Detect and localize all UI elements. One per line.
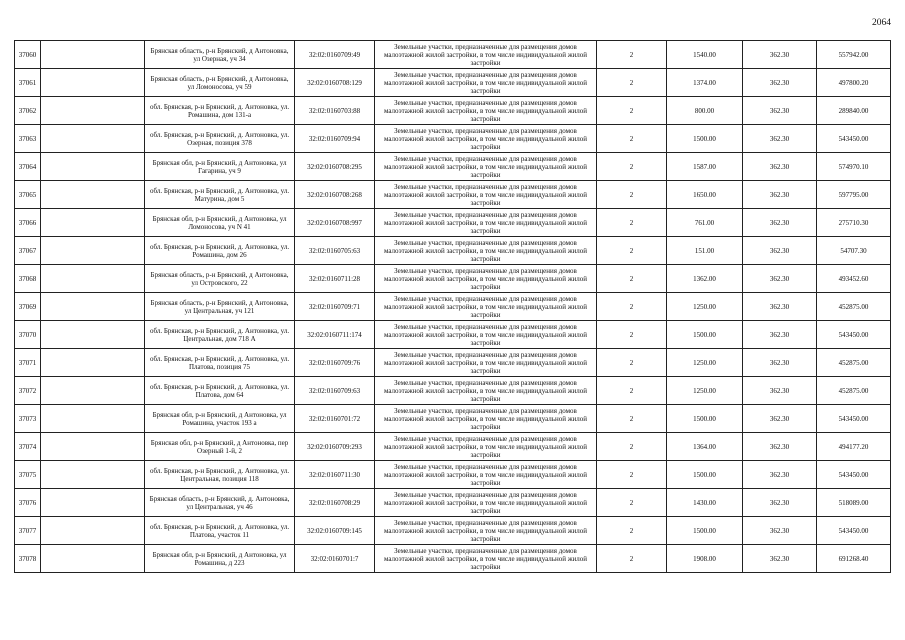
area-cell: 1500.00	[667, 125, 743, 153]
row-number: 37078	[15, 545, 41, 573]
cadastral-value-cell: 289840.00	[817, 97, 891, 125]
cadastral-value-cell: 543450.00	[817, 321, 891, 349]
row-number: 37069	[15, 293, 41, 321]
address-cell: Брянская обл, р-н Брянский, д Антоновка, ул Ромашина, участок 193 а	[145, 405, 295, 433]
category-code-cell: 2	[597, 293, 667, 321]
cadastral-number-cell: 32:02:0160709:293	[295, 433, 375, 461]
rate-cell: 362.30	[743, 545, 817, 573]
address-cell: обл. Брянская, р-н Брянский, д. Антоновка, ул. Платова, дом 64	[145, 377, 295, 405]
rate-cell: 362.30	[743, 209, 817, 237]
blank-cell	[41, 153, 145, 181]
area-cell: 1500.00	[667, 321, 743, 349]
area-cell: 1250.00	[667, 293, 743, 321]
land-use-cell: Земельные участки, предназначенные для размещения домов малоэтажной жилой застройки, в том числе индивидуальной жилой застройки	[375, 517, 597, 545]
category-code-cell: 2	[597, 461, 667, 489]
area-cell: 800.00	[667, 97, 743, 125]
cadastral-number-cell: 32:02:0160709:63	[295, 377, 375, 405]
rate-cell: 362.30	[743, 237, 817, 265]
area-cell: 1908.00	[667, 545, 743, 573]
blank-cell	[41, 377, 145, 405]
row-number: 37077	[15, 517, 41, 545]
table-row	[15, 69, 891, 97]
blank-cell	[41, 405, 145, 433]
cadastral-value-cell: 597795.00	[817, 181, 891, 209]
area-cell: 1362.00	[667, 265, 743, 293]
area-cell: 1500.00	[667, 517, 743, 545]
category-code-cell: 2	[597, 41, 667, 69]
rate-cell: 362.30	[743, 265, 817, 293]
address-cell: Брянская обл, р-н Брянский, д Антоновка, ул Ломоносова, уч N 41	[145, 209, 295, 237]
address-cell: Брянская обл, р-н Брянский, д Антоновка, ул Гагарина, уч 9	[145, 153, 295, 181]
land-use-cell: Земельные участки, предназначенные для размещения домов малоэтажной жилой застройки, в том числе индивидуальной жилой застройки	[375, 265, 597, 293]
table-row	[15, 377, 891, 405]
area-cell: 761.00	[667, 209, 743, 237]
address-cell: Брянская область, р-н Брянский, д Антоновка, ул Озерная, уч 34	[145, 41, 295, 69]
land-use-cell: Земельные участки, предназначенные для размещения домов малоэтажной жилой застройки, в том числе индивидуальной жилой застройки	[375, 545, 597, 573]
category-code-cell: 2	[597, 69, 667, 97]
cadastral-number-cell: 32:02:0160703:88	[295, 97, 375, 125]
cadastral-number-cell: 32:02:0160711:174	[295, 321, 375, 349]
blank-cell	[41, 69, 145, 97]
blank-cell	[41, 181, 145, 209]
rate-cell: 362.30	[743, 405, 817, 433]
land-use-cell: Земельные участки, предназначенные для размещения домов малоэтажной жилой застройки, в том числе индивидуальной жилой застройки	[375, 377, 597, 405]
table-row	[15, 293, 891, 321]
land-use-cell: Земельные участки, предназначенные для размещения домов малоэтажной жилой застройки, в том числе индивидуальной жилой застройки	[375, 237, 597, 265]
page-number: 2064	[872, 18, 891, 28]
table-row	[15, 181, 891, 209]
land-use-cell: Земельные участки, предназначенные для размещения домов малоэтажной жилой застройки, в том числе индивидуальной жилой застройки	[375, 321, 597, 349]
row-number: 37065	[15, 181, 41, 209]
cadastral-value-cell: 275710.30	[817, 209, 891, 237]
table-row	[15, 209, 891, 237]
cadastral-value-cell: 518089.00	[817, 489, 891, 517]
cadastral-number-cell: 32:02:0160701:7	[295, 545, 375, 573]
row-number: 37060	[15, 41, 41, 69]
rate-cell: 362.30	[743, 41, 817, 69]
land-use-cell: Земельные участки, предназначенные для размещения домов малоэтажной жилой застройки, в том числе индивидуальной жилой застройки	[375, 209, 597, 237]
address-cell: обл. Брянская, р-н Брянский, д. Антоновка, ул. Центральная, позиция 118	[145, 461, 295, 489]
table-row	[15, 153, 891, 181]
blank-cell	[41, 293, 145, 321]
table-row	[15, 489, 891, 517]
row-number: 37076	[15, 489, 41, 517]
blank-cell	[41, 433, 145, 461]
table-row	[15, 125, 891, 153]
address-cell: обл. Брянская, р-н Брянский, д. Антоновка, ул. Платова, позиция 75	[145, 349, 295, 377]
address-cell: обл. Брянская, р-н Брянский, д. Антоновка, ул. Ромашина, дом 26	[145, 237, 295, 265]
area-cell: 1500.00	[667, 405, 743, 433]
table-row	[15, 405, 891, 433]
address-cell: Брянская обл, р-н Брянский, д Антоновка, ул Ромашина, д 223	[145, 545, 295, 573]
cadastral-value-cell: 452875.00	[817, 377, 891, 405]
blank-cell	[41, 517, 145, 545]
cadastral-number-cell: 32:02:0160708:129	[295, 69, 375, 97]
cadastral-value-cell: 574970.10	[817, 153, 891, 181]
cadastral-number-cell: 32:02:0160708:268	[295, 181, 375, 209]
address-cell: Брянская область, р-н Брянский, д Антоновка, ул Островского, 22	[145, 265, 295, 293]
cadastral-number-cell: 32:02:0160705:63	[295, 237, 375, 265]
rate-cell: 362.30	[743, 69, 817, 97]
cadastral-value-cell: 543450.00	[817, 125, 891, 153]
land-use-cell: Земельные участки, предназначенные для размещения домов малоэтажной жилой застройки, в том числе индивидуальной жилой застройки	[375, 433, 597, 461]
cadastral-value-cell: 543450.00	[817, 461, 891, 489]
blank-cell	[41, 321, 145, 349]
table-body	[15, 41, 891, 573]
rate-cell: 362.30	[743, 321, 817, 349]
table-row	[15, 517, 891, 545]
rate-cell: 362.30	[743, 349, 817, 377]
row-number: 37061	[15, 69, 41, 97]
address-cell: обл. Брянская, р-н Брянский, д. Антоновка, ул. Ромашина, дом 131-а	[145, 97, 295, 125]
area-cell: 151.00	[667, 237, 743, 265]
rate-cell: 362.30	[743, 517, 817, 545]
row-number: 37070	[15, 321, 41, 349]
land-use-cell: Земельные участки, предназначенные для размещения домов малоэтажной жилой застройки, в том числе индивидуальной жилой застройки	[375, 405, 597, 433]
cadastral-value-cell: 557942.00	[817, 41, 891, 69]
table-row	[15, 349, 891, 377]
table-row	[15, 265, 891, 293]
category-code-cell: 2	[597, 517, 667, 545]
category-code-cell: 2	[597, 489, 667, 517]
blank-cell	[41, 41, 145, 69]
rate-cell: 362.30	[743, 181, 817, 209]
category-code-cell: 2	[597, 545, 667, 573]
address-cell: Брянская обл, р-н Брянский, д Антоновка, пер Озерный 1-й, 2	[145, 433, 295, 461]
blank-cell	[41, 237, 145, 265]
land-use-cell: Земельные участки, предназначенные для размещения домов малоэтажной жилой застройки, в том числе индивидуальной жилой застройки	[375, 293, 597, 321]
category-code-cell: 2	[597, 153, 667, 181]
rate-cell: 362.30	[743, 97, 817, 125]
land-use-cell: Земельные участки, предназначенные для размещения домов малоэтажной жилой застройки, в том числе индивидуальной жилой застройки	[375, 349, 597, 377]
area-cell: 1430.00	[667, 489, 743, 517]
area-cell: 1250.00	[667, 377, 743, 405]
area-cell: 1650.00	[667, 181, 743, 209]
row-number: 37066	[15, 209, 41, 237]
area-cell: 1250.00	[667, 349, 743, 377]
rate-cell: 362.30	[743, 153, 817, 181]
cadastral-value-cell: 54707.30	[817, 237, 891, 265]
address-cell: Брянская область, р-н Брянский, д Антоновка, ул Центральная, уч 121	[145, 293, 295, 321]
blank-cell	[41, 545, 145, 573]
cadastral-number-cell: 32:02:0160701:72	[295, 405, 375, 433]
cadastral-number-cell: 32:02:0160708:997	[295, 209, 375, 237]
blank-cell	[41, 489, 145, 517]
table-row	[15, 545, 891, 573]
category-code-cell: 2	[597, 405, 667, 433]
row-number: 37075	[15, 461, 41, 489]
address-cell: обл. Брянская, р-н Брянский, д. Антоновка, ул. Центральная, дом 718 А	[145, 321, 295, 349]
land-use-cell: Земельные участки, предназначенные для размещения домов малоэтажной жилой застройки, в том числе индивидуальной жилой застройки	[375, 41, 597, 69]
category-code-cell: 2	[597, 125, 667, 153]
land-use-cell: Земельные участки, предназначенные для размещения домов малоэтажной жилой застройки, в том числе индивидуальной жилой застройки	[375, 461, 597, 489]
blank-cell	[41, 97, 145, 125]
cadastral-number-cell: 32:02:0160709:76	[295, 349, 375, 377]
cadastral-value-cell: 452875.00	[817, 293, 891, 321]
area-cell: 1540.00	[667, 41, 743, 69]
area-cell: 1587.00	[667, 153, 743, 181]
address-cell: обл. Брянская, р-н Брянский, д. Антоновка, ул. Матурина, дом 5	[145, 181, 295, 209]
category-code-cell: 2	[597, 97, 667, 125]
table-row	[15, 97, 891, 125]
category-code-cell: 2	[597, 237, 667, 265]
cadastral-number-cell: 32:02:0160709:49	[295, 41, 375, 69]
area-cell: 1364.00	[667, 433, 743, 461]
category-code-cell: 2	[597, 209, 667, 237]
land-use-cell: Земельные участки, предназначенные для размещения домов малоэтажной жилой застройки, в том числе индивидуальной жилой застройки	[375, 153, 597, 181]
cadastral-number-cell: 32:02:0160709:94	[295, 125, 375, 153]
row-number: 37071	[15, 349, 41, 377]
cadastral-value-cell: 494177.20	[817, 433, 891, 461]
rate-cell: 362.30	[743, 489, 817, 517]
land-use-cell: Земельные участки, предназначенные для размещения домов малоэтажной жилой застройки, в том числе индивидуальной жилой застройки	[375, 125, 597, 153]
land-use-cell: Земельные участки, предназначенные для размещения домов малоэтажной жилой застройки, в том числе индивидуальной жилой застройки	[375, 181, 597, 209]
cadastral-value-cell: 691268.40	[817, 545, 891, 573]
land-use-cell: Земельные участки, предназначенные для размещения домов малоэтажной жилой застройки, в том числе индивидуальной жилой застройки	[375, 489, 597, 517]
cadastral-value-cell: 543450.00	[817, 517, 891, 545]
table-row	[15, 41, 891, 69]
blank-cell	[41, 461, 145, 489]
rate-cell: 362.30	[743, 377, 817, 405]
cadastral-number-cell: 32:02:0160709:145	[295, 517, 375, 545]
cadastral-value-cell: 452875.00	[817, 349, 891, 377]
cadastral-value-cell: 493452.60	[817, 265, 891, 293]
address-cell: Брянская область, р-н Брянский, д. Антоновка, ул Центральная, уч 46	[145, 489, 295, 517]
address-cell: Брянская область, р-н Брянский, д Антоновка, ул Ломоносова, уч 59	[145, 69, 295, 97]
row-number: 37064	[15, 153, 41, 181]
blank-cell	[41, 349, 145, 377]
category-code-cell: 2	[597, 321, 667, 349]
category-code-cell: 2	[597, 265, 667, 293]
cadastral-number-cell: 32:02:0160708:29	[295, 489, 375, 517]
table-row	[15, 461, 891, 489]
row-number: 37063	[15, 125, 41, 153]
row-number: 37074	[15, 433, 41, 461]
area-cell: 1374.00	[667, 69, 743, 97]
blank-cell	[41, 125, 145, 153]
table-row	[15, 321, 891, 349]
cadastral-value-table	[14, 40, 891, 573]
category-code-cell: 2	[597, 377, 667, 405]
cadastral-value-cell: 543450.00	[817, 405, 891, 433]
row-number: 37073	[15, 405, 41, 433]
cadastral-number-cell: 32:02:0160711:28	[295, 265, 375, 293]
rate-cell: 362.30	[743, 125, 817, 153]
address-cell: обл. Брянская, р-н Брянский, д. Антоновка, ул. Платова, участок 11	[145, 517, 295, 545]
table-row	[15, 433, 891, 461]
row-number: 37072	[15, 377, 41, 405]
cadastral-number-cell: 32:02:0160711:30	[295, 461, 375, 489]
area-cell: 1500.00	[667, 461, 743, 489]
cadastral-value-cell: 497800.20	[817, 69, 891, 97]
category-code-cell: 2	[597, 181, 667, 209]
row-number: 37068	[15, 265, 41, 293]
table-row	[15, 237, 891, 265]
land-use-cell: Земельные участки, предназначенные для размещения домов малоэтажной жилой застройки, в том числе индивидуальной жилой застройки	[375, 69, 597, 97]
rate-cell: 362.30	[743, 293, 817, 321]
row-number: 37067	[15, 237, 41, 265]
cadastral-number-cell: 32:02:0160708:295	[295, 153, 375, 181]
address-cell: обл. Брянская, р-н Брянский, д. Антоновка, ул. Озерная, позиция 378	[145, 125, 295, 153]
category-code-cell: 2	[597, 433, 667, 461]
blank-cell	[41, 209, 145, 237]
rate-cell: 362.30	[743, 461, 817, 489]
blank-cell	[41, 265, 145, 293]
cadastral-number-cell: 32:02:0160709:71	[295, 293, 375, 321]
category-code-cell: 2	[597, 349, 667, 377]
row-number: 37062	[15, 97, 41, 125]
rate-cell: 362.30	[743, 433, 817, 461]
land-use-cell: Земельные участки, предназначенные для размещения домов малоэтажной жилой застройки, в том числе индивидуальной жилой застройки	[375, 97, 597, 125]
